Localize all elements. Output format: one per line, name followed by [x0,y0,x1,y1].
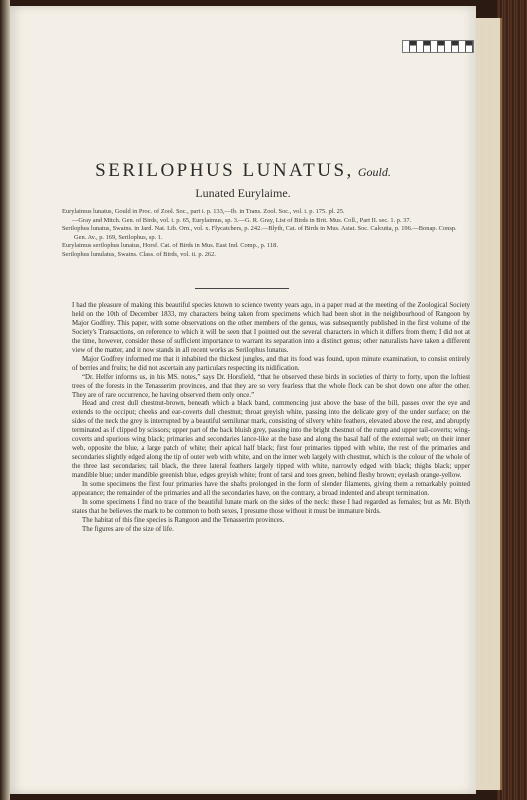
scale-ruler [402,40,474,53]
synonymy-entry: Eurylaimus lunatus, Gould in Proc. of Zool. Soc., part i. p. 133,—Ib. in Trans. Zool. Soc., vol. i. p. 175. pl. 25. [62,208,345,215]
page-stack-edge [474,18,502,790]
paragraph: The figures are of the size of life. [82,525,174,533]
synonymy-entry: Serilophus lunatus, Swains. in Jard. Nat. Lib. Orn., vol. x. Flycatchers, p. 242.—Blyth, Cat. of Birds in Mus. Asiat. Soc. Calcutta, p. 196.—Bonap. Consp. Gen. Av., p. 169, Serilophus, sp. 1. [62,225,457,241]
species-authority: Gould. [357,165,391,179]
paragraph: Major Godfrey informed me that it inhabited the thickest jungles, and that its food was found, upon minute examination, to consist entirely of berries and fruits; he did not ascertain any particulars respecting its nidification. [72,355,470,372]
paragraph: Head and crest dull chestnut-brown, beneath which a black band, commencing just above the base of the bill, passes over the eye and extends to the occiput; cheeks and ear-coverts dull chestnut; throat greyish white, passing into the delicate grey of the under surface; on the sides of the neck the grey is interrupted by a beautiful semilunar mark, consisting of silvery white feathers, elevated above the rest, and abruptly terminated as if clipped by scissors; upper part of the back bluish grey, passing into the bright chestnut of the rump and upper tail-coverts; wing-coverts and spurious wing black; primaries and secondaries lance-like at the base and along the basal half of the external web; on their inner web, opposite the blue, a large patch of white; their apical half black; first four primaries tipped with white, the rest of the primaries and secondaries slightly edged along the tip of outer web with white, and on the inner web largely with chestnut, which is the colour of the whole of the three last secondaries; tail black, the three lateral feathers largely tipped with white, narrowly edged with black; thighs black; upper mandible blue; under mandible greenish blue, edges greyish white; front of tarsi and toes green, behind fleshy brown; eyelash orange-yellow. [72,400,470,480]
paragraph: “Dr. Helfer informs us, in his MS. notes,” says Dr. Horsfield, “that he observed these birds in societies of thirty to forty, upon the loftiest trees of the forests in the Tenasserim provinces, and that they are so very fearless that the whole flock can be shot down one after the other. They are of rare occurrence, he having observed them only once.” [72,373,470,399]
book-left-edge [0,0,10,800]
species-name: SERILOPHUS LUNATUS, [95,160,354,181]
paragraph: In some specimens I find no trace of the beautiful lunate mark on the sides of the neck: these I had regarded as females; but as Mr. Blyth states that he believes the mark to be common to both sexes, I presume those without it must be immature birds. [72,498,470,515]
synonymy-list [62,208,462,260]
paragraph: In some specimens the first four primaries have the shafts prolonged in the form of slender filaments, giving them a remarkably pointed appearance; the remainder of the primaries and all the secondaries have, on the contrary, a broad indented and abrupt termination. [72,481,470,498]
book-page [10,6,476,794]
body-text [72,302,470,535]
synonymy-entry: Serilophus lunulatus, Swains. Class. of Birds, vol. ii. p. 262. [62,250,216,258]
paragraph: The habitat of this fine species is Rangoon and the Tenasserim provinces. [82,516,285,524]
section-divider [195,288,289,289]
synonymy-entry: —Gray and Mitch. Gen. of Birds, vol. i. p. 65, Eurylaimus, sp. 3.—G. R. Gray, List of Birds in Brit. Mus. Coll., Part II. sec. 1. p. 37. [72,216,412,224]
common-name: Lunated Eurylaime. [195,186,291,200]
species-title [10,160,476,182]
synonymy-entry: Eurylaimus serilophus lunatus, Horsf. Cat. of Birds in Mus. East Ind. Comp., p. 118. [62,242,278,250]
paragraph: I had the pleasure of making this beautiful species known to science twenty years ago, in a paper read at the meeting of the Zoological Society held on the 10th of December 1833, my characters being taken from specimens which had been shot in the neighbourhood of Rangoon by Major Godfrey. This paper, with some observations on the other members of the genus, was subsequently published in the first volume of the Society's Transactions, on reference to which it will be seen that I pointed out the several characters in which it differs from them; I did not at the time, however, consider these of sufficient importance to warrant its separation into a distinct genus; other naturalists have taken a different view of the matter, and it now stands in all recent works as Serilophus lunatus. [72,302,470,354]
